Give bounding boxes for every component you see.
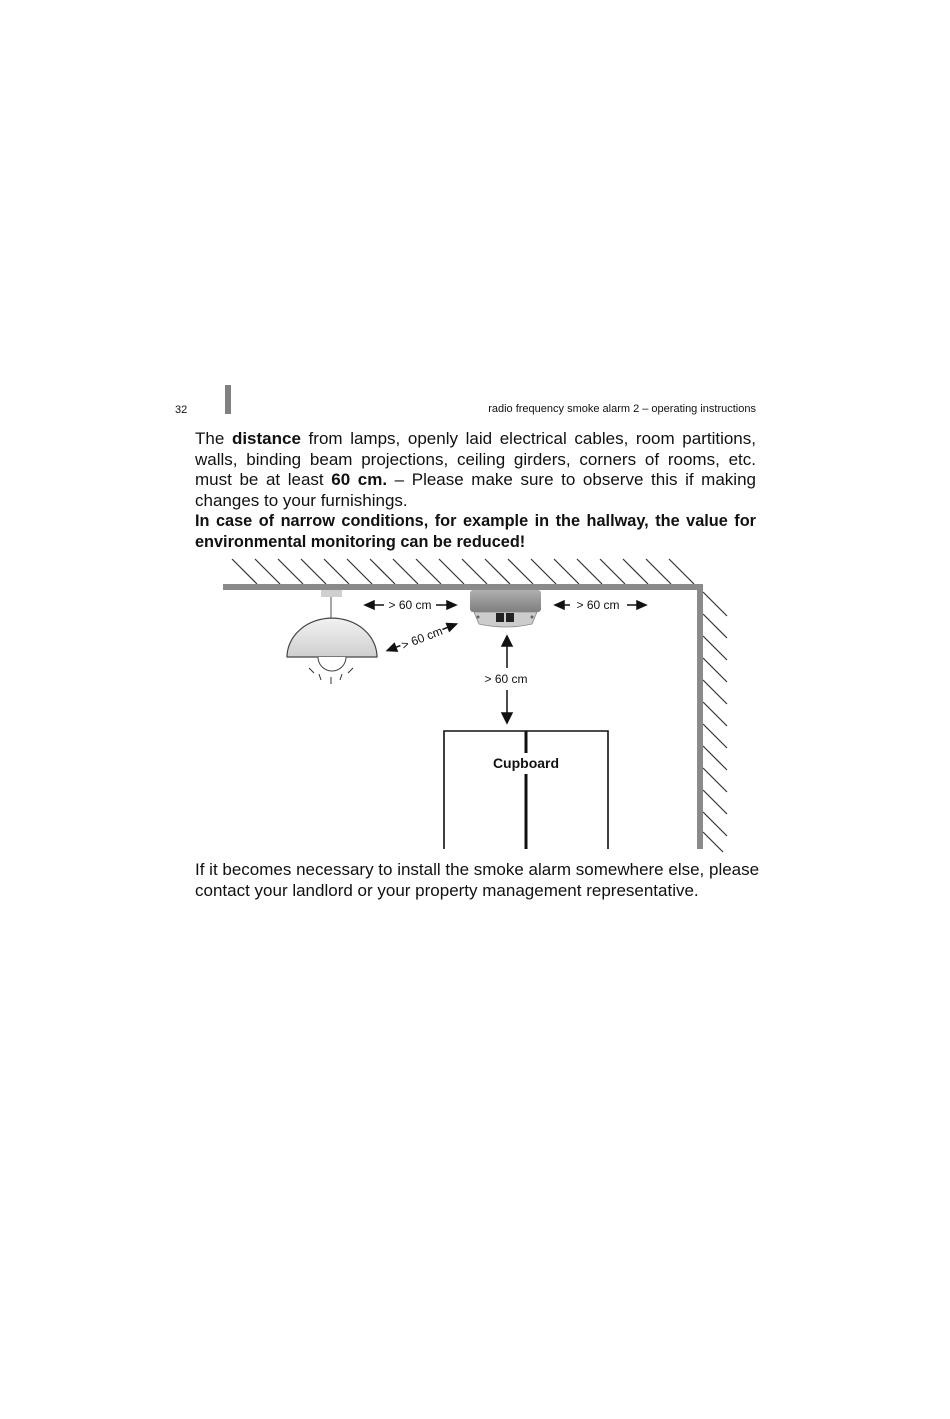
right-distance-label: > 60 cm	[576, 598, 620, 612]
diagonal-distance-label: > 60 cm	[399, 623, 445, 653]
paragraph-line: environmental monitoring can be reduced!	[195, 532, 526, 551]
page-number: 32	[175, 404, 188, 416]
ceiling	[223, 584, 703, 590]
paragraph-line: contact your landlord or your property management representative.	[195, 880, 699, 900]
left-distance-label: > 60 cm	[388, 598, 432, 612]
ceiling-hatching	[232, 559, 694, 584]
paragraph-line: must be at least 60 cm. – Please make sure to observe this if making	[195, 470, 756, 489]
ceiling-lamp	[287, 590, 377, 684]
relocation-paragraph	[195, 860, 760, 901]
vertical-distance-label: > 60 cm	[484, 672, 528, 686]
paragraph-line: If it becomes necessary to install the smoke alarm somewhere else, please	[195, 860, 760, 879]
cupboard-label: Cupboard	[492, 755, 560, 771]
paragraph-line: walls, binding beam projections, ceiling girders, corners of rooms, etc.	[195, 449, 756, 469]
wall	[697, 584, 703, 849]
cupboard	[444, 731, 608, 849]
paragraph-line: In case of narrow conditions, for example in the hallway, the value for	[195, 512, 756, 530]
paragraph-line: The distance from lamps, openly laid electrical cables, room partitions,	[195, 429, 756, 448]
wall-hatching	[703, 592, 727, 852]
paragraph-line: changes to your furnishings.	[195, 490, 408, 510]
smoke-alarm	[470, 590, 541, 627]
running-header: radio frequency smoke alarm 2 – operating instructions	[488, 403, 756, 415]
